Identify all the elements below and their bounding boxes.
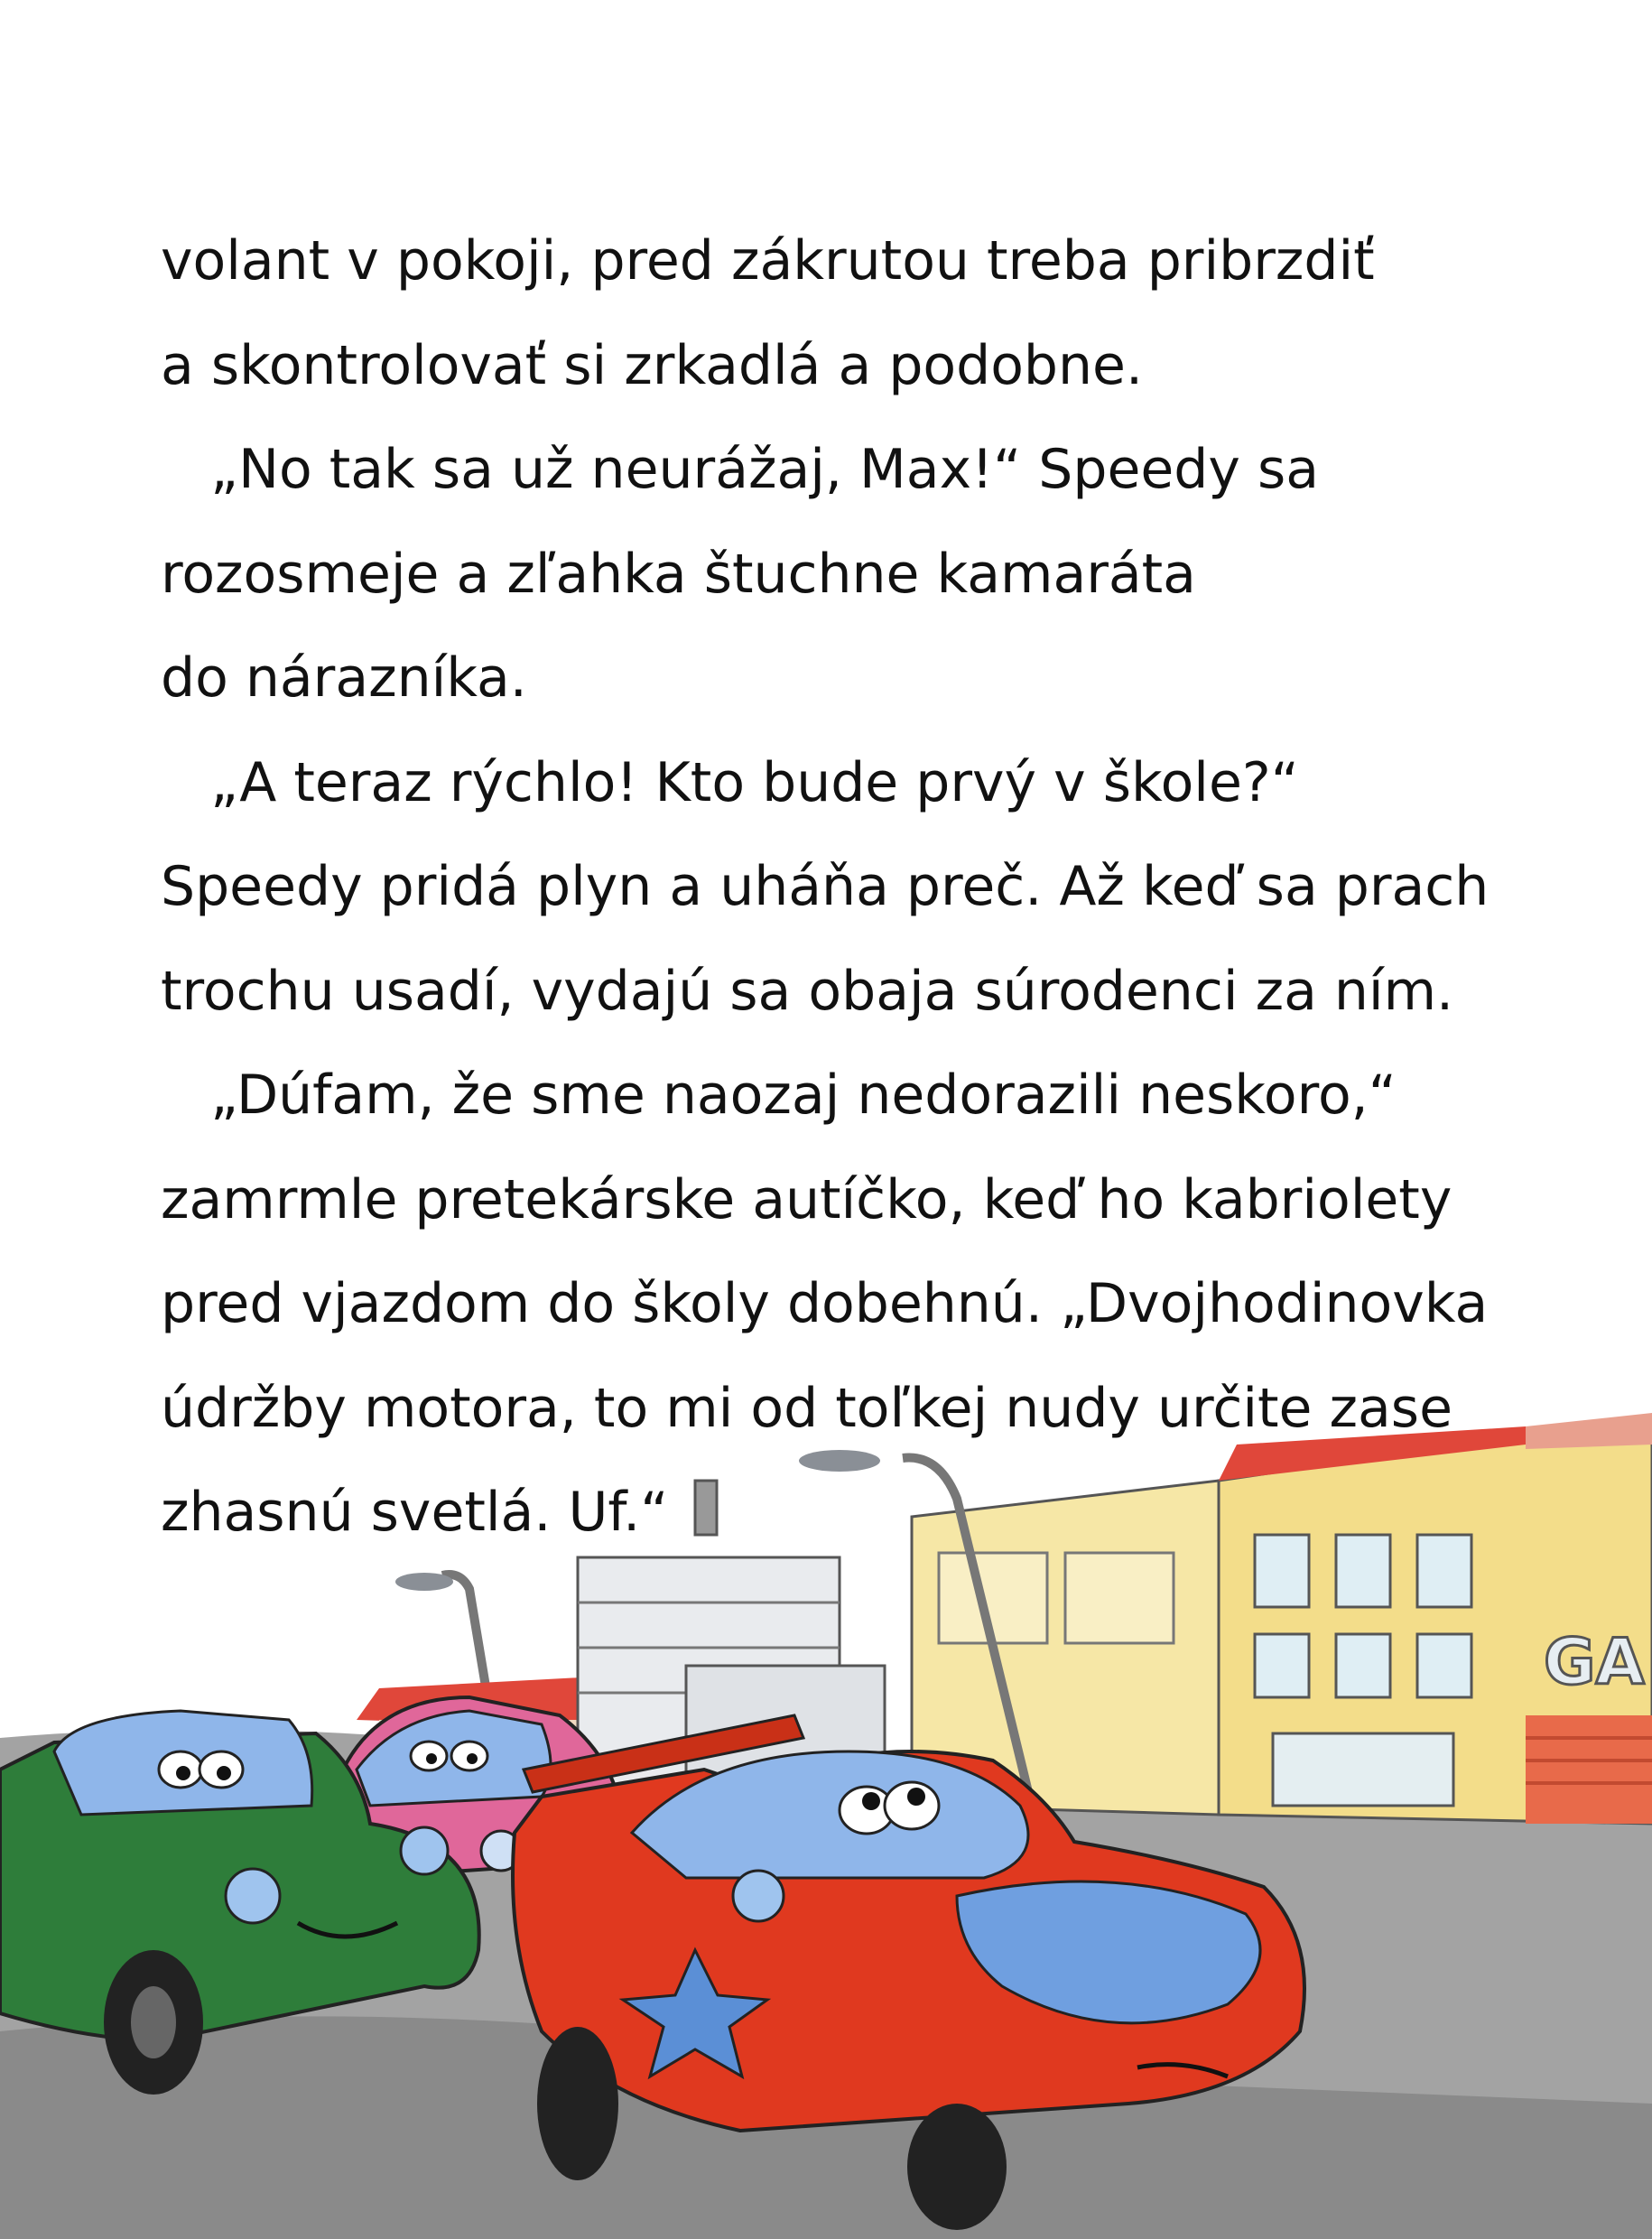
- text-line: Speedy pridá plyn a uháňa preč. Až keď sa prach: [161, 855, 1490, 918]
- garage-sign: GA: [1544, 1625, 1645, 1699]
- text-line: do nárazníka.: [161, 646, 527, 710]
- text-line: pred vjazdom do školy dobehnú. „Dvojhodinovka: [161, 1272, 1489, 1335]
- text-line: „Dúfam, že sme naozaj nedorazili neskoro,“: [210, 1064, 1397, 1127]
- text-line: volant v pokoji, pred zákrutou treba pribrzdiť: [161, 229, 1375, 293]
- text-line: „No tak sa už neurážaj, Max!“ Speedy sa: [210, 438, 1319, 501]
- text-line: zhasnú svetlá. Uf.“: [161, 1481, 669, 1544]
- text-line: a skontrolovať si zrkadlá a podobne.: [161, 333, 1144, 397]
- cars-illustration: [0, 1390, 1652, 2239]
- text-line: rozosmeje a zľahka štuchne kamaráta: [161, 542, 1196, 606]
- text-line: údržby motora, to mi od toľkej nudy určite zase: [161, 1376, 1452, 1440]
- text-line: zamrmle pretekárske autíčko, keď ho kabriolety: [161, 1167, 1452, 1231]
- text-line: „A teraz rýchlo! Kto bude prvý v škole?“: [210, 750, 1299, 814]
- text-line: trochu usadí, vydajú sa obaja súrodenci za ním.: [161, 959, 1454, 1023]
- story-text: [161, 209, 1551, 1565]
